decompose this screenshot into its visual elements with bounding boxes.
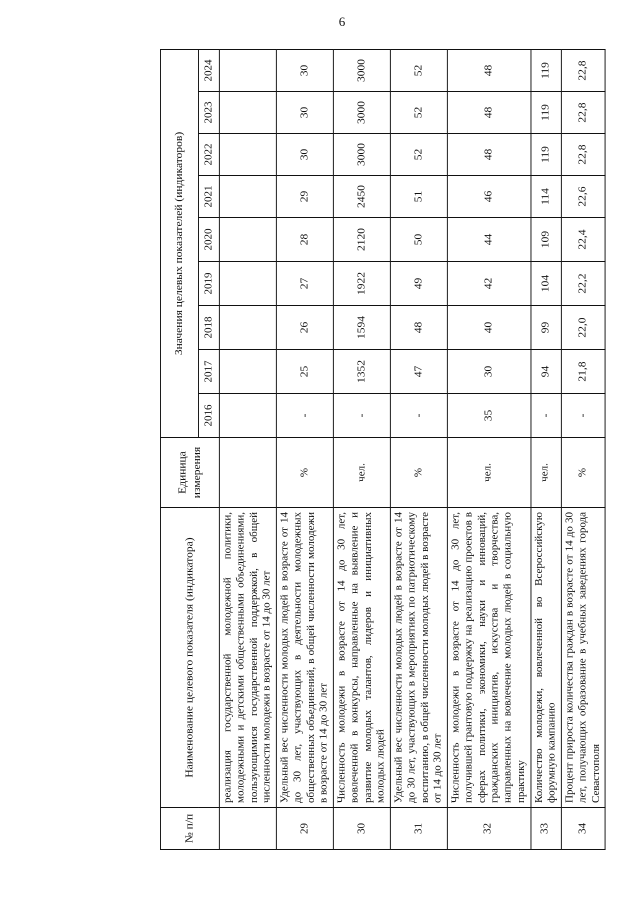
table-row	[276, 49, 333, 849]
value-cell	[219, 394, 276, 438]
table-row	[333, 49, 390, 849]
header-year: 2023	[198, 92, 219, 134]
value-cell: 48	[447, 134, 530, 176]
row-number: 34	[561, 808, 605, 850]
indicator-name: Удельный вес численности молодых людей в возрасте от 14 до 30 лет, участвующих в деятельности молодежных общественных объединений, в общей численности молодежи в возрасте от 14 до 30 лет	[276, 508, 333, 808]
value-cell: 28	[276, 218, 333, 262]
header-year: 2020	[198, 218, 219, 262]
header-values: Значения целевых показателей (индикаторов)	[160, 49, 198, 437]
header-name: Наименование целевого показателя (индикатора)	[160, 508, 219, 808]
unit-cell: чел.	[447, 438, 530, 508]
value-cell	[219, 306, 276, 350]
row-number: 29	[276, 808, 333, 850]
row-number: 31	[390, 808, 447, 850]
header-year: 2017	[198, 350, 219, 394]
indicator-name: Численность молодежи в возрасте от 14 до 30 лет, вовлеченной в конкурсы, направленные на выявление и развитие молодых талантов, лидеров и инициативных молодых людей	[333, 508, 390, 808]
header-unit: Единица измерения	[160, 438, 219, 508]
value-cell: 47	[390, 350, 447, 394]
value-cell: 48	[447, 49, 530, 91]
header-year: 2016	[198, 394, 219, 438]
value-cell: 22,2	[561, 262, 605, 306]
value-cell: 30	[276, 134, 333, 176]
value-cell: 46	[447, 176, 530, 218]
table-row	[390, 49, 447, 849]
table-row	[531, 49, 562, 849]
value-cell: 2450	[333, 176, 390, 218]
value-cell	[219, 134, 276, 176]
header-year: 2021	[198, 176, 219, 218]
value-cell: 1922	[333, 262, 390, 306]
table-frame	[160, 50, 602, 850]
value-cell: -	[276, 394, 333, 438]
unit-cell: %	[561, 438, 605, 508]
header-year: 2019	[198, 262, 219, 306]
value-cell: -	[561, 394, 605, 438]
unit-cell	[219, 438, 276, 508]
page-number: 6	[338, 14, 346, 29]
value-cell: 30	[276, 92, 333, 134]
unit-cell: %	[390, 438, 447, 508]
value-cell: 104	[531, 262, 562, 306]
value-cell: 25	[276, 350, 333, 394]
value-cell: 26	[276, 306, 333, 350]
indicator-name: Процент прироста количества граждан в возрасте от 14 до 30 лет, получающих образование в учебных заведениях города Севастополя	[561, 508, 605, 808]
indicator-name: Количество молодежи, вовлеченной во Всероссийскую форумную кампанию	[531, 508, 562, 808]
value-cell: 48	[390, 306, 447, 350]
unit-cell: чел.	[531, 438, 562, 508]
value-cell: 52	[390, 49, 447, 91]
value-cell: 3000	[333, 134, 390, 176]
table-row	[219, 49, 276, 849]
value-cell: 42	[447, 262, 530, 306]
indicator-name: Удельный вес численности молодых людей в возрасте от 14 до 30 лет, участвующих в мероприятиях по патриотическому воспитанию, в общей численности молодых людей в возрасте от 14 до 30 лет	[390, 508, 447, 808]
value-cell: 52	[390, 92, 447, 134]
value-cell: 29	[276, 176, 333, 218]
indicator-name: Численность молодежи в возрасте от 14 до 30 лет, получившей грантовую поддержку на реализацию проектов в сферах политики, экономики, науки и инноваций, гражданских инициатив, искусства и творчества, направленных на вовлечение молодых людей в социальную практику	[447, 508, 530, 808]
value-cell: 22,8	[561, 49, 605, 91]
row-number	[219, 808, 276, 850]
header-year: 2018	[198, 306, 219, 350]
header-year: 2024	[198, 49, 219, 91]
value-cell: 49	[390, 262, 447, 306]
value-cell: -	[531, 394, 562, 438]
value-cell: 30	[447, 350, 530, 394]
value-cell: 22,4	[561, 218, 605, 262]
value-cell: 52	[390, 134, 447, 176]
value-cell: 119	[531, 49, 562, 91]
value-cell	[219, 176, 276, 218]
value-cell	[219, 92, 276, 134]
table-row	[561, 49, 605, 849]
unit-cell: чел.	[333, 438, 390, 508]
value-cell: 48	[447, 92, 530, 134]
value-cell: -	[333, 394, 390, 438]
value-cell: 3000	[333, 92, 390, 134]
header-num: № п/п	[160, 808, 219, 850]
value-cell: 119	[531, 134, 562, 176]
value-cell: 109	[531, 218, 562, 262]
row-number: 33	[531, 808, 562, 850]
value-cell: 3000	[333, 49, 390, 91]
row-number: 32	[447, 808, 530, 850]
value-cell: 94	[531, 350, 562, 394]
value-cell: 27	[276, 262, 333, 306]
value-cell: 22,0	[561, 306, 605, 350]
row-number: 30	[333, 808, 390, 850]
value-cell: 119	[531, 92, 562, 134]
value-cell: 99	[531, 306, 562, 350]
unit-cell: %	[276, 438, 333, 508]
value-cell: 22,8	[561, 134, 605, 176]
value-cell	[219, 49, 276, 91]
value-cell: 35	[447, 394, 530, 438]
value-cell: 1594	[333, 306, 390, 350]
value-cell: 30	[276, 49, 333, 91]
value-cell: 22,8	[561, 92, 605, 134]
value-cell: 40	[447, 306, 530, 350]
value-cell	[219, 262, 276, 306]
value-cell: 22,6	[561, 176, 605, 218]
value-cell	[219, 350, 276, 394]
value-cell: 51	[390, 176, 447, 218]
header-year: 2022	[198, 134, 219, 176]
value-cell: 21,8	[561, 350, 605, 394]
indicator-name: реализация государственной молодежной политики, молодежными и детскими общественными объединениями, пользующимися государственной поддержкой, в общей численности молодежи в возрасте от 14 до 30 лет	[219, 508, 276, 808]
table-row	[447, 49, 530, 849]
indicator-table	[160, 49, 606, 850]
value-cell	[219, 218, 276, 262]
value-cell: 1352	[333, 350, 390, 394]
value-cell: 2120	[333, 218, 390, 262]
value-cell: 114	[531, 176, 562, 218]
value-cell: -	[390, 394, 447, 438]
value-cell: 50	[390, 218, 447, 262]
value-cell: 44	[447, 218, 530, 262]
